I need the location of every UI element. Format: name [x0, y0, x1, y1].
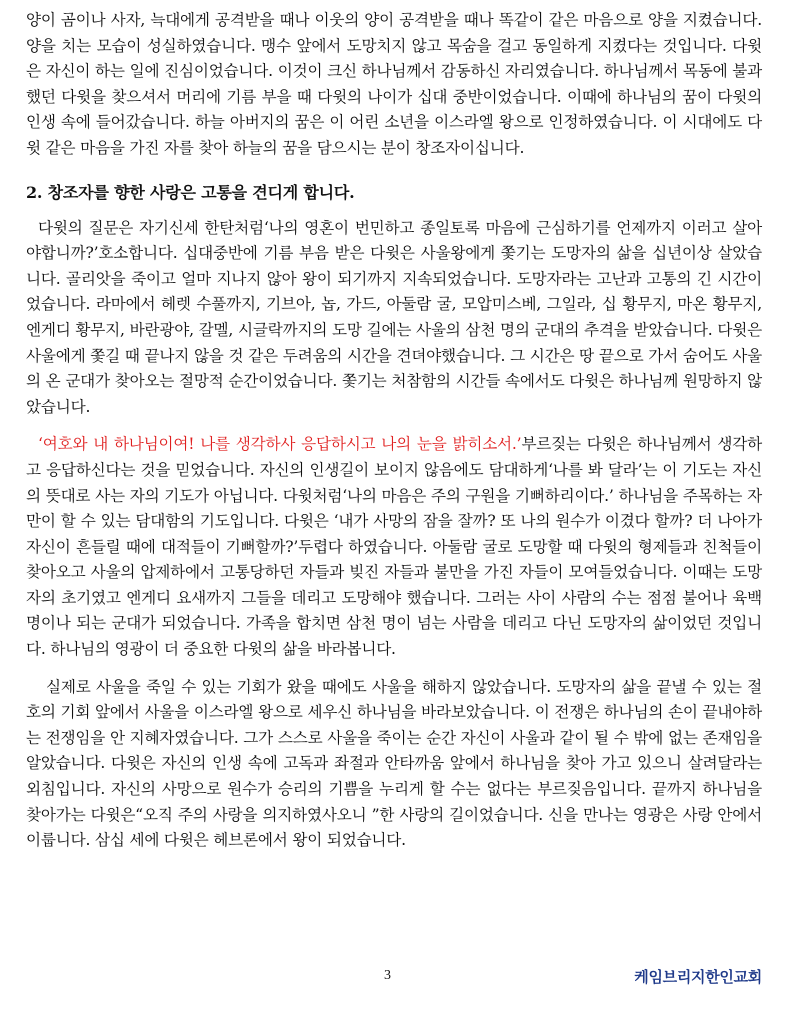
- section-heading: 2. 창조자를 향한 사랑은 고통을 견디게 합니다.: [26, 182, 355, 202]
- page-number: 3: [384, 968, 391, 983]
- paragraph-prayer-text: 부르짖는 다윗은 하나님께서 생각하고 응답하신다는 것을 믿었습니다. 자신의 인생길이 보이지 않음에도 담대하게‘나를 봐 달라’는 이 기도는 자신의 뜻대로 사는 자의 기도가 아닙니다. 다윗처럼‘나의 마음은 주의 구원을 기뻐하리이다.’ 하나님을 주목하는 자만이 할 수 있는 담대함의 기도입니다. 다윗은 ‘내가 사망의 잠을 잘까? 또 나의 원수가 이겼다 할까? 더 나아가 자신이 흔들릴 때에 대적들이 기뻐할까?’두렵다 하였습니다. 아둘람 굴로 도망할 때 다윗의 형제들과 친척들이 찾아오고 사울의 압제하에서 고통당하던 자들과 빚진 자들과 불만을 가진 자들이 모여들었습니다. 이때는 도망자의 초기였고 엔게디 요새까지 그들을 데리고 도망해야 했습니다. 그러는 사이 사람의 수는 점점 불어나 육백 명이나 되는 군대가 되었습니다. 가족을 합치면 삼천 명이 넘는 사람을 데리고 다닌 도망자의 삶이었던 것입니다. 하나님의 영광이 더 중요한 다윗의 삶을 바라봅니다.: [26, 435, 762, 659]
- paragraph-prayer: [26, 432, 762, 662]
- document-body: [26, 8, 762, 854]
- paragraph-intro: 양이 곰이나 사자, 늑대에게 공격받을 때나 이웃의 양이 공격받을 때나 똑같이 같은 마음으로 양을 지켰습니다. 양을 치는 모습이 성실하였습니다. 맹수 앞에서 도망치지 않고 목숨을 걸고 동일하게 지켰다는 것입니다. 다윗은 자신이 하는 일에 진심이었습니다. 이것이 크신 하나님께서 감동하신 자리였습니다. 하나님께서 목동에 불과했던 다윗을 찾으셔서 머리에 기름 부을 때 다윗의 나이가 십대 중반이었습니다. 이때에 하나님의 꿈이 다윗의 인생 속에 들어갔습니다. 하늘 아버지의 꿈은 이 어린 소년을 이스라엘 왕으로 인정하였습니다. 이 시대에도 다윗 같은 마음을 가진 자를 찾아 하늘의 꿈을 담으시는 분이 창조자이십니다.: [26, 11, 762, 157]
- church-name: 케임브리지한인교회: [634, 968, 762, 986]
- paragraph-opportunity: 실제로 사울을 죽일 수 있는 기회가 왔을 때에도 사울을 해하지 않았습니다. 도망자의 삶을 끝낼 수 있는 절호의 기회 앞에서 사울을 이스라엘 왕으로 세우신 하나님을 바라보았습니다. 이 전쟁은 하나님의 손이 끝내야하는 전쟁임을 안 지혜자였습니다. 그가 스스로 사울을 죽이는 순간 자신이 사울과 같이 될 수 밖에 없는 존재임을 알았습니다. 다윗은 자신의 인생 속에 고독과 좌절과 안타까움 앞에서 하나님을 찾아 가고 있으니 살려달라는 외침입니다. 자신의 사망으로 원수가 승리의 기쁨을 누리게 할 수는 없다는 부르짖음입니다. 끝까지 하나님을 찾아가는 다윗은“오직 주의 사랑을 의지하였사오니 ”한 사랑의 길이었습니다. 신을 만나는 영광은 사랑 안에서 이룹니다. 삼십 세에 다윗은 헤브론에서 왕이 되었습니다.: [26, 677, 762, 850]
- quoted-prayer: ‘여호와 내 하나님이여! 나를 생각하사 응답하시고 나의 눈을 밝히소서.’: [38, 435, 522, 454]
- paragraph-flight: 다윗의 질문은 자기신세 한탄처럼‘나의 영혼이 번민하고 종일토록 마음에 근심하기를 언제까지 이러고 살아야합니까?’호소합니다. 십대중반에 기름 부음 받은 다윗은 사울왕에게 쫓기는 도망자의 삶을 십년이상 살았습니다. 골리앗을 죽이고 얼마 지나지 않아 왕이 되기까지 지속되었습니다. 도망자라는 고난과 고통의 긴 시간이었습니다. 라마에서 헤렛 수풀까지, 기브아, 놉, 가드, 아둘람 굴, 모압미스베, 그일라, 십 황무지, 마온 황무지, 엔게디 황무지, 바란광야, 갈멜, 시글락까지의 도망 길에는 사울의 삼천 명의 군대의 추격을 받았습니다. 다윗은 사울에게 쫓길 때 끝나지 않을 것 같은 두려움의 시간을 견뎌야했습니다. 그 시간은 땅 끝으로 가서 숨어도 사울의 온 군대가 찾아오는 절망적 순간이었습니다. 쫓기는 처참함의 시간들 속에서도 다윗은 하나님께 원망하지 않았습니다.: [26, 218, 762, 416]
